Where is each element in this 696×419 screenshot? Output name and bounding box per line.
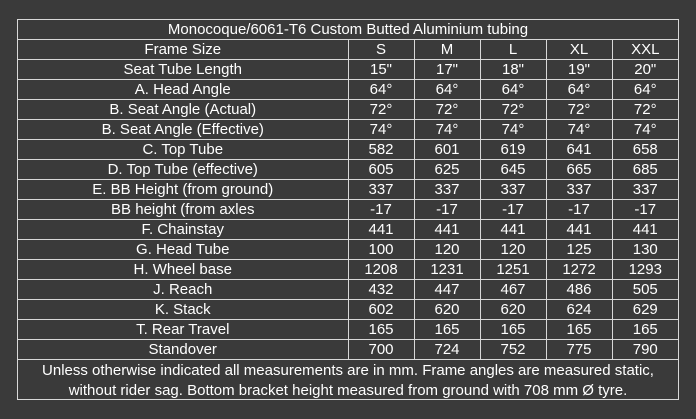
- value-cell: 130: [612, 240, 678, 260]
- value-cell: 582: [348, 140, 414, 160]
- value-cell: 72°: [612, 100, 678, 120]
- value-cell: 619: [480, 140, 546, 160]
- row-label-cell: K. Stack: [18, 300, 348, 320]
- row-label-cell: F. Chainstay: [18, 220, 348, 240]
- value-cell: 486: [546, 280, 612, 300]
- value-cell: 72°: [414, 100, 480, 120]
- table-row: [18, 160, 678, 180]
- value-cell: 120: [480, 240, 546, 260]
- value-cell: 64°: [414, 80, 480, 100]
- table-title: Monocoque/6061-T6 Custom Butted Aluminium tubing: [18, 20, 678, 40]
- row-label-cell: E. BB Height (from ground): [18, 180, 348, 200]
- table-row: [18, 260, 678, 280]
- value-cell: 64°: [348, 80, 414, 100]
- header-size-cell: XL: [546, 40, 612, 60]
- value-cell: 15": [348, 60, 414, 80]
- value-cell: 337: [414, 180, 480, 200]
- row-label-cell: Seat Tube Length: [18, 60, 348, 80]
- row-label-cell: B. Seat Angle (Effective): [18, 120, 348, 140]
- value-cell: -17: [612, 200, 678, 220]
- row-label-cell: Standover: [18, 340, 348, 360]
- value-cell: -17: [414, 200, 480, 220]
- value-cell: 620: [414, 300, 480, 320]
- row-label-cell: A. Head Angle: [18, 80, 348, 100]
- header-label-cell: Frame Size: [18, 40, 348, 60]
- table-body: [18, 60, 678, 360]
- table-row: [18, 80, 678, 100]
- value-cell: 19": [546, 60, 612, 80]
- value-cell: 1251: [480, 260, 546, 280]
- value-cell: 165: [546, 320, 612, 340]
- value-cell: 601: [414, 140, 480, 160]
- value-cell: 441: [414, 220, 480, 240]
- footnote-line-2: without rider sag. Bottom bracket height measured from ground with 708 mm Ø tyre.: [68, 382, 628, 399]
- value-cell: 125: [546, 240, 612, 260]
- row-label-cell: C. Top Tube: [18, 140, 348, 160]
- value-cell: 1231: [414, 260, 480, 280]
- header-row: [18, 40, 678, 60]
- row-label-cell: D. Top Tube (effective): [18, 160, 348, 180]
- value-cell: 752: [480, 340, 546, 360]
- value-cell: 165: [348, 320, 414, 340]
- value-cell: 602: [348, 300, 414, 320]
- table-row: [18, 240, 678, 260]
- value-cell: 74°: [348, 120, 414, 140]
- value-cell: 1293: [612, 260, 678, 280]
- row-label-cell: G. Head Tube: [18, 240, 348, 260]
- value-cell: 1208: [348, 260, 414, 280]
- value-cell: 605: [348, 160, 414, 180]
- value-cell: 724: [414, 340, 480, 360]
- value-cell: 447: [414, 280, 480, 300]
- table-row: [18, 60, 678, 80]
- table-row: [18, 320, 678, 340]
- value-cell: 72°: [480, 100, 546, 120]
- value-cell: 165: [414, 320, 480, 340]
- value-cell: 441: [546, 220, 612, 240]
- value-cell: 120: [414, 240, 480, 260]
- value-cell: 18": [480, 60, 546, 80]
- value-cell: 64°: [612, 80, 678, 100]
- footnote: [18, 359, 678, 403]
- value-cell: 467: [480, 280, 546, 300]
- value-cell: 72°: [348, 100, 414, 120]
- row-label-cell: J. Reach: [18, 280, 348, 300]
- value-cell: 505: [612, 280, 678, 300]
- value-cell: 441: [348, 220, 414, 240]
- value-cell: 700: [348, 340, 414, 360]
- value-cell: 64°: [480, 80, 546, 100]
- header-size-cell: S: [348, 40, 414, 60]
- value-cell: 337: [546, 180, 612, 200]
- table-row: [18, 300, 678, 320]
- value-cell: 337: [348, 180, 414, 200]
- value-cell: 74°: [612, 120, 678, 140]
- value-cell: 432: [348, 280, 414, 300]
- value-cell: -17: [348, 200, 414, 220]
- value-cell: 625: [414, 160, 480, 180]
- value-cell: 72°: [546, 100, 612, 120]
- value-cell: 165: [612, 320, 678, 340]
- header-size-cell: XXL: [612, 40, 678, 60]
- geometry-table-container: [17, 19, 679, 400]
- value-cell: 665: [546, 160, 612, 180]
- value-cell: -17: [480, 200, 546, 220]
- table-row: [18, 100, 678, 120]
- table-row: [18, 120, 678, 140]
- table-row: [18, 200, 678, 220]
- table-row: [18, 140, 678, 160]
- row-label-cell: BB height (from axles: [18, 200, 348, 220]
- value-cell: 790: [612, 340, 678, 360]
- value-cell: 645: [480, 160, 546, 180]
- table-row: [18, 280, 678, 300]
- value-cell: 64°: [546, 80, 612, 100]
- value-cell: 629: [612, 300, 678, 320]
- header-size-cell: M: [414, 40, 480, 60]
- value-cell: 658: [612, 140, 678, 160]
- value-cell: 165: [480, 320, 546, 340]
- value-cell: -17: [546, 200, 612, 220]
- value-cell: 620: [480, 300, 546, 320]
- value-cell: 775: [546, 340, 612, 360]
- value-cell: 685: [612, 160, 678, 180]
- footnote-line-1: Unless otherwise indicated all measurements are in mm. Frame angles are measured static,: [42, 362, 654, 379]
- value-cell: 100: [348, 240, 414, 260]
- table-row: [18, 220, 678, 240]
- value-cell: 441: [480, 220, 546, 240]
- row-label-cell: H. Wheel base: [18, 260, 348, 280]
- value-cell: 641: [546, 140, 612, 160]
- row-label-cell: B. Seat Angle (Actual): [18, 100, 348, 120]
- value-cell: 74°: [480, 120, 546, 140]
- value-cell: 337: [480, 180, 546, 200]
- value-cell: 624: [546, 300, 612, 320]
- geometry-table: [18, 40, 678, 359]
- row-label-cell: T. Rear Travel: [18, 320, 348, 340]
- value-cell: 74°: [414, 120, 480, 140]
- table-row: [18, 340, 678, 360]
- value-cell: 441: [612, 220, 678, 240]
- value-cell: 1272: [546, 260, 612, 280]
- header-size-cell: L: [480, 40, 546, 60]
- value-cell: 17": [414, 60, 480, 80]
- value-cell: 20": [612, 60, 678, 80]
- table-row: [18, 180, 678, 200]
- value-cell: 74°: [546, 120, 612, 140]
- value-cell: 337: [612, 180, 678, 200]
